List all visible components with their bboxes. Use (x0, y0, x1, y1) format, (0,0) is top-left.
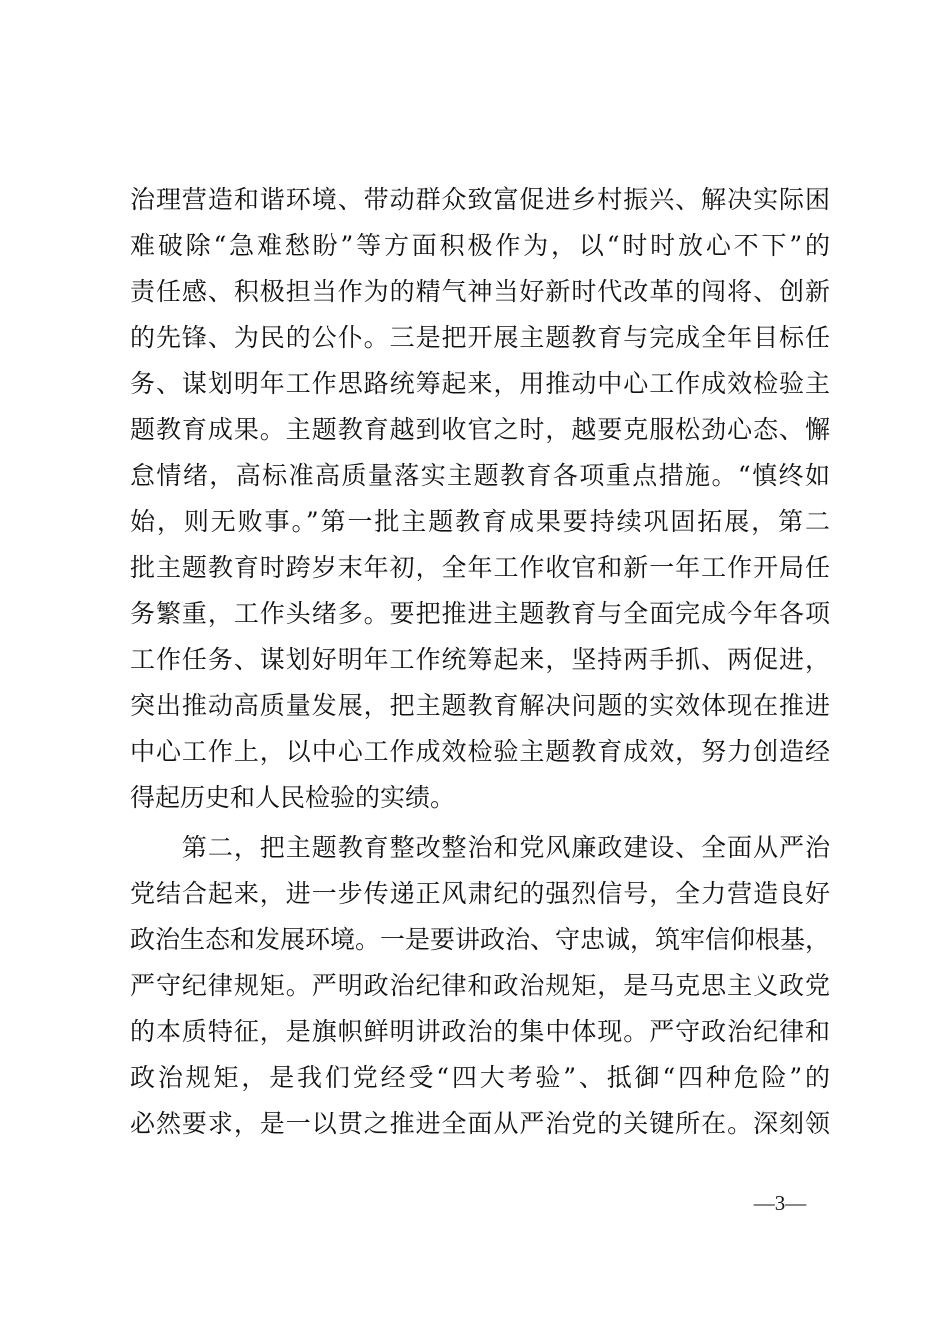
body-text-line: 严守纪律规矩。严明政治纪律和政治规矩，是马克思主义政党 (130, 971, 830, 1000)
body-text-line: 责任感、积极担当作为的精气神当好新时代改革的闯将、创新 (130, 277, 830, 306)
body-text-line: 突出推动高质量发展，把主题教育解决问题的实效体现在推进 (130, 691, 830, 720)
body-text-line: 务、谋划明年工作思路统筹起来，用推动中心工作成效检验主 (130, 369, 830, 398)
body-text-line: 必然要求，是一以贯之推进全面从严治党的关键所在。深刻领 (130, 1109, 830, 1138)
body-text-line: 治理营造和谐环境、带动群众致富促进乡村振兴、解决实际困 (130, 185, 830, 214)
body-text-line: 中心工作上，以中心工作成效检验主题教育成效，努力创造经 (130, 737, 830, 766)
body-text-line: 的先锋、为民的公仆。三是把开展主题教育与完成全年目标任 (130, 323, 830, 352)
body-text-line: 批主题教育时跨岁末年初，全年工作收官和新一年工作开局任 (130, 553, 830, 582)
body-text-line: 政治规矩，是我们党经受“四大考验”、抵御“四种危险”的 (130, 1063, 830, 1092)
body-text-line: 难破除“急难愁盼”等方面积极作为，以“时时放心不下”的 (130, 231, 830, 260)
body-text-line: 工作任务、谋划好明年工作统筹起来，坚持两手抓、两促进， (130, 645, 830, 674)
body-text-line: 党结合起来，进一步传递正风肃纪的强烈信号，全力营造良好 (130, 879, 830, 908)
body-text-line: 务繁重，工作头绪多。要把推进主题教育与全面完成今年各项 (130, 599, 830, 628)
body-text-line: 得起历史和人民检验的实绩。 (130, 783, 456, 812)
page-number: —3— (753, 1191, 807, 1215)
body-text-line: 政治生态和发展环境。一是要讲政治、守忠诚，筑牢信仰根基， (130, 925, 830, 954)
body-text-line: 的本质特征，是旗帜鲜明讲政治的集中体现。严守政治纪律和 (130, 1017, 830, 1046)
body-text-line: 怠情绪，高标准高质量落实主题教育各项重点措施。“慎终如 (130, 461, 830, 490)
body-text-line: 第二，把主题教育整改整治和党风廉政建设、全面从严治 (130, 833, 830, 862)
body-text-line: 始，则无败事。”第一批主题教育成果要持续巩固拓展，第二 (130, 507, 830, 536)
body-text-line: 题教育成果。主题教育越到收官之时，越要克服松劲心态、懈 (130, 415, 830, 444)
